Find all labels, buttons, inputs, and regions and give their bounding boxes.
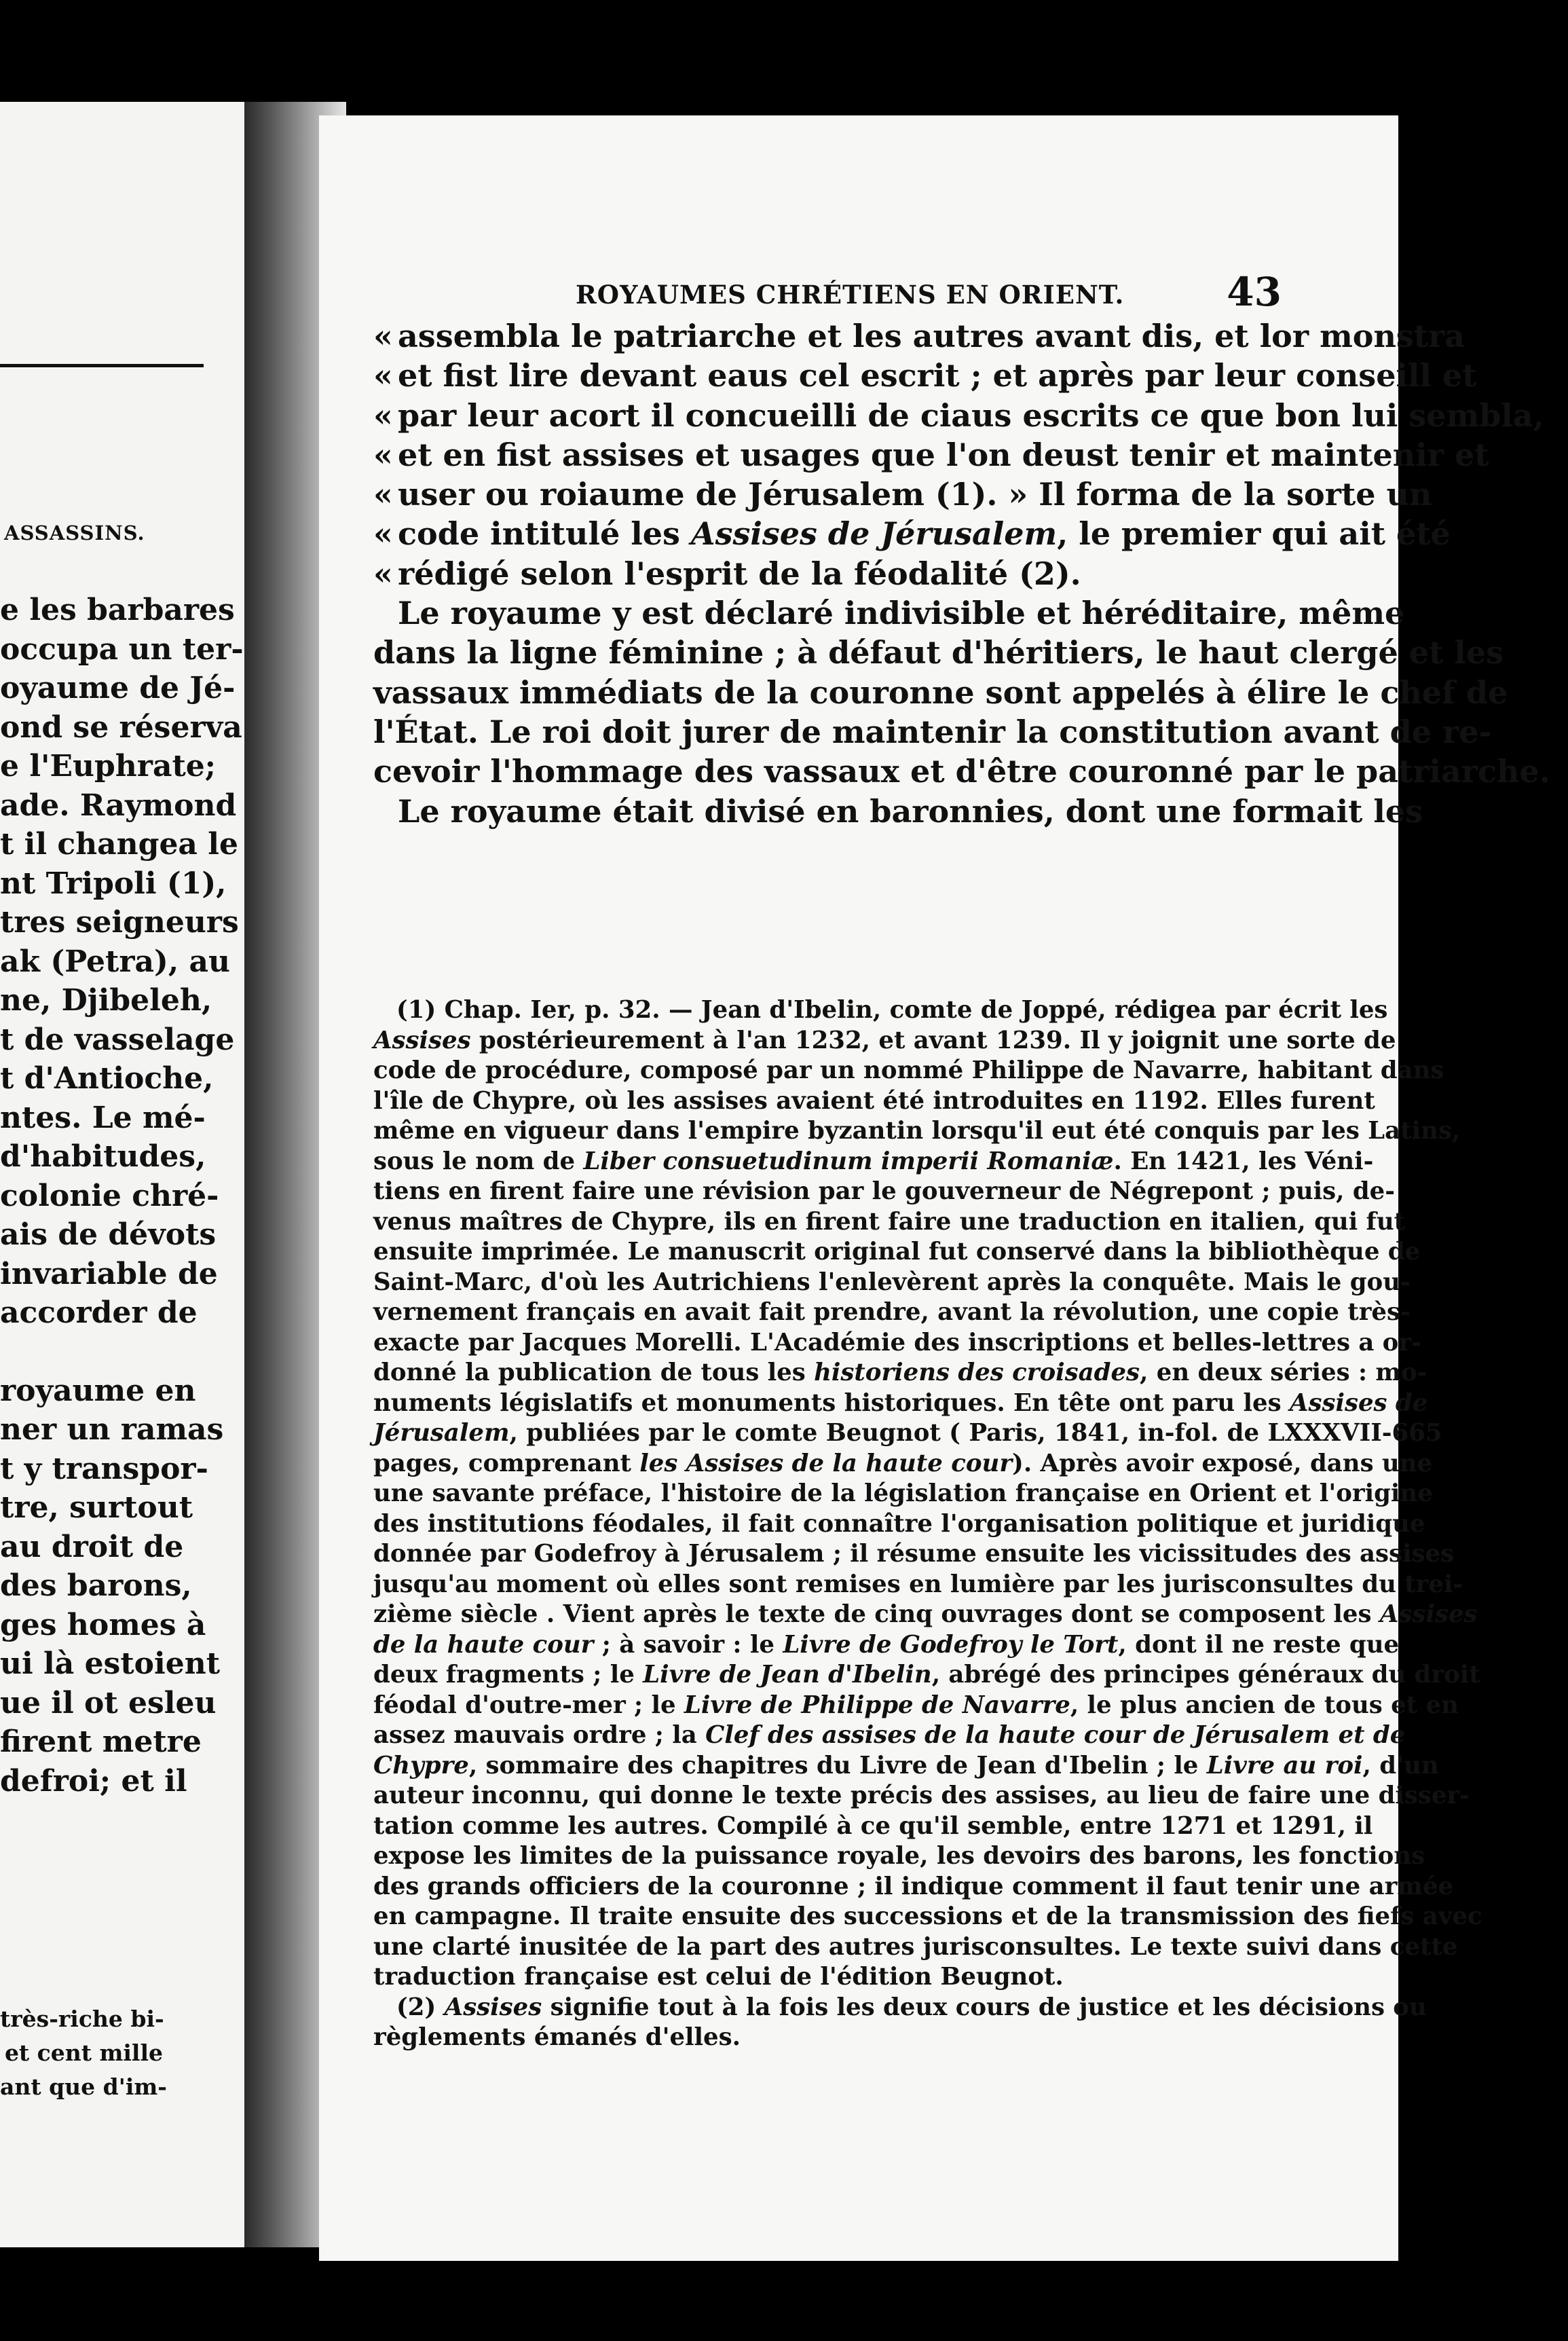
line-text: ; à savoir : le [593,1630,783,1659]
line-text: code de procédure, composé par un nommé Philippe de Navarre, habitant dans [373,1056,1444,1084]
left-page-line: royaume en [0,1373,196,1408]
body-line [373,673,1508,712]
left-page-line: ges homes à [0,1607,206,1642]
italic-title: les Assises de la haute cour [639,1449,1013,1477]
left-page-line: d'habitudes, [0,1139,206,1174]
footnote-line [373,1418,1442,1449]
line-text: par leur acort il concueilli de ciaus escrits ce que bon lui sembla, [398,397,1544,434]
footnote-line [373,1872,1454,1902]
italic-title: Livre de Philippe de Navarre [684,1691,1070,1719]
left-page-running-head: ASSASSINS. [4,521,145,545]
line-text: assembla le patriarche et les autres avant dis, et lor monstra [398,318,1466,354]
left-page-note-line: ant que d'im- [0,2073,167,2100]
line-text: zième siècle . Vient après le texte de cinq ouvrages dont se composent les [373,1600,1380,1628]
italic-title: Livre au roi [1206,1751,1363,1780]
line-text: vernement français en avait fait prendre, avant la révolution, une copie très- [373,1298,1411,1326]
body-line [373,316,1466,356]
footnote-line [373,1177,1395,1207]
italic-title: Assises [373,1026,471,1054]
line-text: Le royaume était divisé en baronnies, dont une formait les [398,792,1423,830]
footnote-line [373,1026,1396,1056]
line-text: auteur inconnu, qui donne le texte précis des assises, au lieu de faire une disser- [373,1782,1470,1809]
line-text: cevoir l'hommage des vassaux et d'être couronné par le patriarche. [373,753,1550,790]
footnote-line [373,1841,1425,1872]
footnote-line [373,1720,1406,1751]
footnote-line [373,1691,1459,1721]
line-text: pages, comprenant [373,1449,640,1477]
italic-title: Livre de Godefroy le Tort [783,1630,1119,1659]
line-text: même en vigueur dans l'empire byzantin lorsqu'il eut été conquis par les Latins, [373,1117,1461,1145]
line-text: signifie tout à la fois les deux cours de justice et les décisions ou [542,1993,1427,2021]
footnote-line [373,995,1388,1026]
left-page-text-lines [0,591,244,1801]
line-text: , dont il ne reste que [1118,1630,1400,1659]
line-text: postérieurement à l'an 1232, et avant 1239. Il y joignit une sorte de [470,1026,1396,1054]
line-text: vassaux immédiats de la couronne sont appelés à élire le chef de [373,674,1508,711]
line-text: rédigé selon l'esprit de la féodalité (2). [398,555,1081,592]
footnote-line [373,1297,1411,1328]
left-page-line: t y transpor- [0,1451,208,1486]
footnote-line [373,1962,1298,1993]
footnote-line [373,1207,1406,1238]
page-number: 43 [1227,269,1282,315]
line-text: règlements émanés d'elles. [373,2023,741,2051]
footnote-line [373,1811,1373,1842]
left-page-line: colonie chré- [0,1178,219,1213]
opening-quote-mark: « [373,555,393,592]
left-page-line: ntes. Le mé- [0,1100,206,1135]
running-head [319,269,1398,316]
body-line [373,752,1550,791]
left-page-line: invariable de [0,1256,218,1291]
left-page-line: accorder de [0,1295,198,1330]
line-text: , le premier qui ait été [1057,515,1451,553]
line-text: venus maîtres de Chypre, ils en firent faire une traduction en italien, qui fut [373,1207,1406,1236]
line-text: tation comme les autres. Compilé à ce qu'il semble, entre 1271 et 1291, il [373,1811,1373,1840]
left-page-line: occupa un ter- [0,631,244,667]
left-page-line: e l'Euphrate; [0,749,217,784]
line-text: Saint-Marc, d'où les Autrichiens l'enlevèrent après la conquête. Mais le gou- [373,1268,1411,1296]
footnote-line [373,1147,1374,1177]
line-text: user ou roiaume de Jérusalem (1). » Il forma de la sorte un [398,476,1432,513]
left-page-line: ne, Djibeleh, [0,983,212,1018]
line-text: l'État. Le roi doit jurer de maintenir la constitution avant de re- [373,713,1492,750]
line-text: Le royaume y est déclaré indivisible et héréditaire, même [398,595,1405,632]
footnote-line [373,1237,1421,1268]
body-line [373,356,1477,395]
line-text: (2) [396,1993,445,2021]
left-page-line: ner un ramas [0,1412,224,1447]
italic-title: de la haute cour [373,1630,594,1659]
line-text: , sommaire des chapitres du Livre de Jean d'Ibelin ; le [468,1751,1207,1780]
footnote-line [373,1086,1375,1117]
line-text: une clarté inusitée de la part des autres jurisconsultes. Le texte suivi dans cette [373,1932,1458,1961]
footnote-line [373,1993,1427,2023]
opening-quote-mark: « [373,357,393,394]
line-text: code intitulé les [398,515,691,553]
main-page [319,115,1550,2261]
footnote-line [373,1902,1482,1932]
body-line [373,633,1504,672]
line-text: , publiées par le comte Beugnot ( Paris, 1841, in-fol. de LXXXVII-665 [509,1419,1442,1447]
body-text [373,316,1550,831]
footnote-line [373,1388,1428,1419]
left-page-line: firent metre [0,1725,202,1759]
left-page-line: ui là estoient [0,1646,221,1681]
line-text: l'île de Chypre, où les assises avaient été introduites en 1192. Elles furent [373,1086,1375,1115]
line-text: jusqu'au moment où elles sont remises en lumière par les jurisconsultes du trei- [373,1570,1463,1598]
footnote-line [373,1600,1478,1630]
footnote-line [373,2023,1298,2053]
left-page-line: tre, surtout [0,1490,193,1525]
running-title: ROYAUMES CHRÉTIENS EN ORIENT. [576,280,1125,310]
footnote-line [373,1509,1425,1540]
italic-title: Chypre [373,1751,469,1780]
line-text: une savante préface, l'histoire de la législation française en Orient et l'origine [373,1479,1433,1507]
left-page-line: ue il ot esleu [0,1685,217,1720]
opening-quote-mark: « [373,476,393,513]
line-text: sous le nom de [373,1147,584,1175]
line-text: des grands officiers de la couronne ; il indique comment il faut tenir une armée [373,1872,1454,1900]
opening-quote-mark: « [373,397,393,434]
footnotes [373,995,1482,2053]
italic-title: Assises de [1289,1388,1428,1417]
italic-title: Assises de Jérusalem [690,515,1058,553]
left-page-line: des barons, [0,1568,192,1603]
footnote-line [373,1539,1455,1570]
footnote-line [373,1328,1421,1359]
left-page-line: defroi; et il [0,1763,187,1799]
line-text: traduction française est celui de l'édition Beugnot. [373,1963,1064,1991]
footnote-line [373,1932,1458,1963]
italic-title: Clef des assises de la haute cour de Jérusalem et de [705,1721,1406,1749]
line-text: tiens en firent faire une révision par le gouverneur de Négrepont ; puis, de- [373,1177,1395,1205]
line-text: exacte par Jacques Morelli. L'Académie des inscriptions et belles-lettres a or- [373,1328,1421,1357]
footnote-line [373,1781,1470,1811]
line-text: , abrégé des principes généraux du droit [931,1661,1480,1689]
footnote-line [373,1268,1411,1298]
italic-title: historiens des croisades [814,1359,1140,1386]
line-text: , en deux séries : mo- [1140,1359,1427,1386]
previous-page-fragment [0,102,244,2247]
line-text: donnée par Godefroy à Jérusalem ; il résume ensuite les vicissitudes des assises [373,1540,1455,1568]
line-text: et en fist assises et usages que l'on deust tenir et maintenir et [398,436,1489,473]
italic-title: Jérusalem [373,1419,510,1447]
left-page-line: t d'Antioche, [0,1061,214,1096]
line-text: ). Après avoir exposé, dans une [1012,1449,1433,1477]
body-line [373,593,1405,633]
line-text: , d'un [1362,1751,1439,1780]
italic-title: Assises [1379,1600,1478,1628]
left-page-line: ond se réserva [0,709,242,745]
footnote-line [373,1570,1463,1600]
left-page-line: ais de dévots [0,1217,217,1252]
left-page-note-line: et cent mille [4,2040,163,2066]
italic-title: Liber consuetudinum imperii Romaniæ [583,1147,1114,1175]
body-line [373,792,1423,831]
line-text: donné la publication de tous les [373,1359,815,1386]
body-line [373,435,1489,475]
line-text: numents législatifs et monuments historiques. En tête ont paru les [373,1388,1290,1417]
line-text: dans la ligne féminine ; à défaut d'héritiers, le haut clergé et les [373,634,1504,671]
italic-title: Livre de Jean d'Ibelin [643,1661,932,1689]
body-line [373,475,1432,514]
line-text: assez mauvais ordre ; la [373,1721,706,1749]
footnote-line [373,1751,1439,1782]
line-text: , le plus ancien de tous et en [1070,1691,1459,1719]
left-page-line: nt Tripoli (1), [0,866,227,901]
line-text: (1) Chap. Ier, p. 32. — Jean d'Ibelin, comte de Joppé, rédigea par écrit les [396,996,1388,1024]
body-line [373,712,1492,752]
line-text: expose les limites de la puissance royale, les devoirs des barons, les fonctions [373,1842,1425,1870]
line-text: féodal d'outre-mer ; le [373,1691,684,1719]
footnote-line [373,1449,1433,1479]
left-page-note-line: très-riche bi- [0,2006,164,2032]
body-line [373,396,1544,435]
line-text: des institutions féodales, il fait connaître l'organisation politique et juridique [373,1509,1425,1538]
line-text: et fist lire devant eaus cel escrit ; et après par leur conseill et [398,357,1477,394]
line-text: ensuite imprimée. Le manuscrit original fut conservé dans la bibliothèque de [373,1238,1421,1266]
body-line [373,554,1296,593]
left-page-line: oyaume de Jé- [0,671,236,705]
line-text: en campagne. Il traite ensuite des successions et de la transmission des fiefs avec [373,1902,1482,1930]
footnote-line [373,1630,1400,1661]
left-page-line: e les barbares [0,593,235,627]
footnote-line [373,1660,1480,1691]
line-text: deux fragments ; le [373,1661,643,1689]
left-page-line: t il changea le [0,827,238,862]
opening-quote-mark: « [373,436,393,473]
left-page-line [0,1333,244,1371]
left-page-footnote-lines [0,2003,244,2105]
left-page-line: t de vasselage [0,1022,235,1057]
left-page-line: au droit de [0,1529,184,1564]
footnote-line [373,1116,1461,1147]
left-page-line: ak (Petra), au [0,944,231,979]
left-page-rule [0,364,204,367]
left-page-line: tres seigneurs [0,905,239,940]
opening-quote-mark: « [373,515,393,553]
body-line [373,514,1451,553]
left-page-line: ade. Raymond [0,788,237,823]
line-text: . En 1421, les Véni- [1113,1147,1374,1175]
opening-quote-mark: « [373,318,393,354]
footnote-line [373,1479,1433,1509]
italic-title: Assises [444,1993,542,2021]
footnote-line [373,1358,1427,1388]
footnote-line [373,1056,1444,1086]
